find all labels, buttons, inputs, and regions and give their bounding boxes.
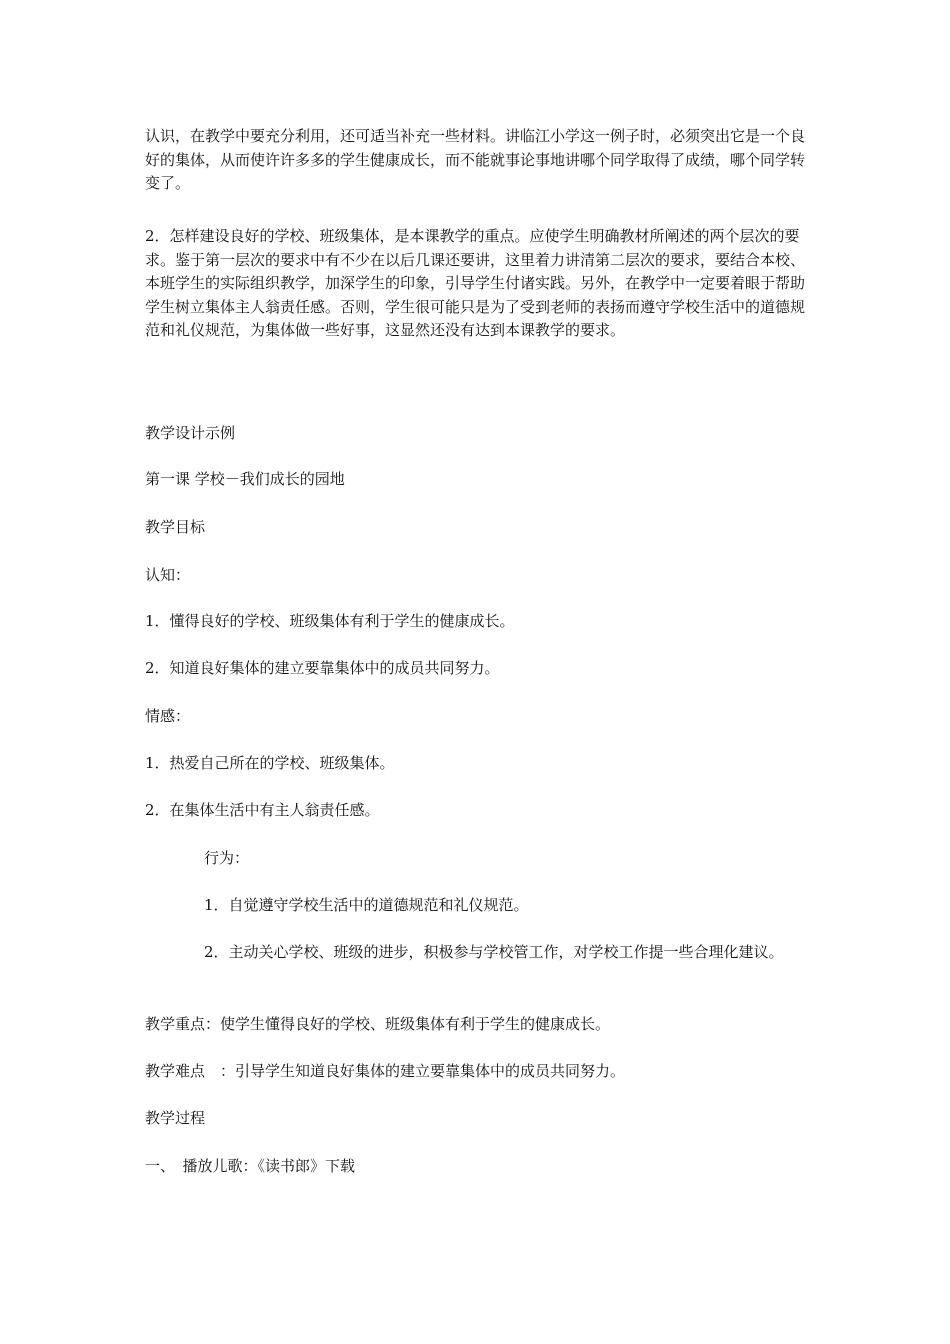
behavior-item-1: 1．自觉遵守学校生活中的道德规范和礼仪规范。 [204, 896, 529, 914]
section-heading-design-example: 教学设计示例 [145, 424, 236, 442]
teaching-key-point: 教学重点：使学生懂得良好的学校、班级集体有利于学生的健康成长。 [145, 1015, 611, 1033]
emotion-item-2: 2．在集体生活中有主人翁责任感。 [145, 801, 380, 819]
cognition-item-2: 2．知道良好集体的建立要靠集体中的成员共同努力。 [145, 659, 500, 677]
paragraph-key-point-explanation: 2．怎样建设良好的学校、班级集体，是本课教学的重点。应使学生明确教材所阐述的两个层次的要求。鉴于第一层次的要求中有不少在以后几课还要讲，这里着力讲清第二层次的要求，要结合本校、本班学生的实际组织教学，加深学生的印象，引导学生付诸实践。另外，在教学中一定要着眼于帮助学生树立集体主人翁责任感。否则，学生很可能只是为了受到老师的表扬而遵守学校生活中的道德规范和礼仪规范，为集体做一些好事，这显然还没有达到本课教学的要求。 [145, 227, 806, 339]
lesson-title: 第一课 学校－我们成长的园地 [145, 470, 345, 488]
emotion-item-1: 1．热爱自己所在的学校、班级集体。 [145, 754, 395, 772]
heading-cognition: 认知： [145, 566, 191, 584]
heading-teaching-goals: 教学目标 [145, 518, 206, 536]
heading-behavior: 行为： [204, 849, 250, 867]
behavior-item-2: 2．主动关心学校、班级的进步，积极参与学校管工作，对学校工作提一些合理化建议。 [204, 943, 784, 961]
paragraph-intro: 认识，在教学中要充分利用，还可适当补充一些材料。讲临江小学这一例子时，必须突出它是一个良好的集体，从而使许许多多的学生健康成长，而不能就事论事地讲哪个同学取得了成绩，哪个同学转变了。 [145, 127, 806, 192]
heading-emotion: 情感： [145, 707, 191, 725]
teaching-difficulty: 教学难点 ：引导学生知道良好集体的建立要靠集体中的成员共同努力。 [145, 1062, 626, 1080]
cognition-item-1: 1．懂得良好的学校、班级集体有利于学生的健康成长。 [145, 612, 515, 630]
process-step-1: 一、 播放儿歌：《读书郎》下载 [145, 1157, 356, 1175]
heading-teaching-process: 教学过程 [145, 1109, 206, 1127]
